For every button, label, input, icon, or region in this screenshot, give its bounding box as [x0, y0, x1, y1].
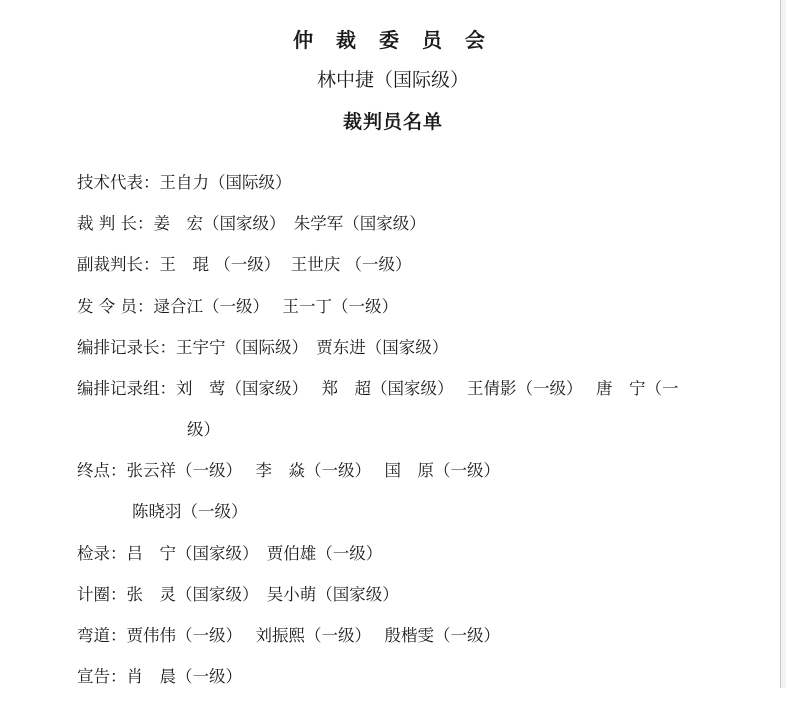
row-names: 姜 宏（国家级） 朱学军（国家级）: [153, 214, 426, 233]
committee-member: 林中捷（国际级）: [316, 69, 469, 91]
row-names: 张 灵（国家级） 吴小萌（国家级）: [126, 585, 399, 604]
row-names: 刘 莺（国家级） 郑 超（国家级） 王倩影（一级） 唐 宁（一: [175, 379, 679, 398]
committee-title: 仲 裁 委 员 会: [293, 28, 493, 52]
row-names: 王 琨 （一级） 王世庆 （一级）: [159, 255, 412, 274]
row-label: 终点：: [76, 461, 127, 480]
row-label: 裁 判 长：: [76, 214, 154, 233]
row-names: 逯合江（一级） 王一丁（一级）: [153, 297, 398, 316]
row-names: 吕 宁（国家级） 贾伯雄（一级）: [126, 544, 383, 563]
row-label: 检录：: [76, 544, 127, 563]
row-label: 编排记录长：: [76, 338, 176, 357]
row-label: 发 令 员：: [76, 297, 154, 316]
row-label: 技术代表：: [76, 173, 160, 192]
row-label: 弯道：: [76, 626, 127, 645]
referee-list-title: 裁判员名单: [342, 111, 443, 133]
row-recording-group: [56, 356, 678, 422]
row-names: 张云祥（一级） 李 焱（一级） 国 原（一级）: [126, 461, 500, 480]
page-edge-divider: [780, 0, 786, 688]
row-announcer: [56, 644, 242, 710]
row-label: 计圈：: [76, 585, 127, 604]
row-names: 王自力（国际级）: [159, 173, 292, 192]
row-label: 宣告：: [76, 667, 127, 686]
row-label: 副裁判长：: [76, 255, 160, 274]
row-names: 级）: [186, 420, 220, 439]
row-names: 贾伟伟（一级） 刘振熙（一级） 殷楷雯（一级）: [126, 626, 500, 645]
row-label: 编排记录组：: [76, 379, 176, 398]
row-names: 肖 晨（一级）: [126, 667, 242, 686]
row-names: 陈晓羽（一级）: [131, 502, 248, 521]
row-names: 王宇宁（国际级） 贾东进（国家级）: [175, 338, 449, 357]
